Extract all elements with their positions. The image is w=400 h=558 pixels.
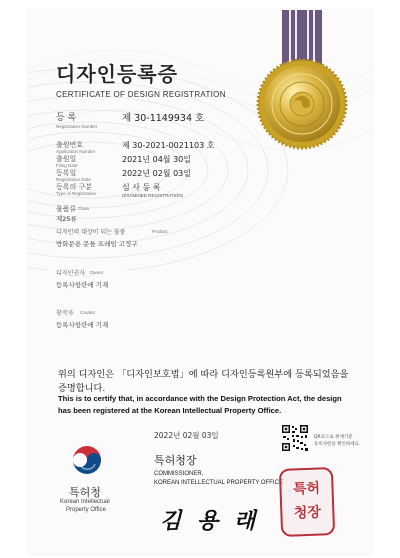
- reg-date-value: 2022년 02월 03일: [122, 169, 191, 178]
- class-sublabel: Class: [78, 206, 90, 211]
- application-label: 출원번호: [56, 141, 84, 149]
- application-sublabel: Application Number: [56, 149, 96, 154]
- commissioner-en-2: KOREAN INTELLECTUAL PROPERTY OFFICE: [154, 480, 283, 486]
- class-value: 제25류: [56, 215, 77, 223]
- seal-text-1: 특허: [292, 480, 321, 498]
- commissioner-en-1: COMMISSIONER,: [154, 471, 204, 477]
- kipo-name-ko: 특허청: [69, 486, 101, 499]
- certificate-paper: [28, 10, 372, 554]
- seal-text-2: 청장: [293, 504, 322, 522]
- kipo-name-en-2: Property Office: [66, 507, 106, 513]
- reg-type-label: 등록의 구분: [56, 183, 93, 191]
- taegeuk-logo-icon: [70, 442, 104, 482]
- filing-value: 2021년 04월 30일: [122, 155, 191, 164]
- registration-label: 등 록: [56, 113, 77, 123]
- reg-date-label: 등록일: [56, 169, 77, 177]
- qr-note-2: 등록사항을 확인하세요.: [314, 442, 361, 447]
- qr-code-icon: [281, 424, 309, 452]
- certificate-title-en: CERTIFICATE OF DESIGN REGISTRATION: [56, 90, 226, 99]
- filing-label: 출원일: [56, 155, 77, 163]
- class-label: 물품류: [56, 205, 77, 213]
- qr-note-1: QR코드로 현재기준: [314, 435, 353, 440]
- owner-value: 등록사항란에 기재: [56, 281, 109, 289]
- kipo-name-en-1: Korean Intellectual: [60, 499, 110, 505]
- registration-sublabel: Registration Number: [56, 124, 98, 129]
- product-sublabel: Product: [152, 229, 168, 234]
- issue-date: 2022년 02월 03일: [154, 431, 219, 440]
- registration-value: 제 30-1149934 호: [122, 113, 205, 124]
- application-value: 제 30-2021-0021103 호: [122, 141, 215, 150]
- product-label: 디자인의 대상이 되는 물품: [56, 229, 126, 236]
- signature: 김 용 래: [160, 509, 260, 534]
- creator-sublabel: Creator: [80, 310, 96, 315]
- declaration-en-line-2: has been registered at the Korean Intellectual Property Office.: [58, 406, 282, 415]
- creator-label: 창작자: [56, 310, 74, 317]
- filing-sublabel: Filing Date: [56, 163, 78, 168]
- reg-type-value-en: (EXAMINED REGISTRATION): [122, 193, 184, 198]
- official-seal: [279, 467, 335, 537]
- declaration-en-line-1: This is to certify that, in accordance with the Design Protection Act, the design: [58, 394, 342, 403]
- creator-value: 등록사항란에 기재: [56, 321, 109, 329]
- gold-seal: [256, 58, 348, 150]
- product-value: 방화문용 문틀 프레임 고정구: [56, 240, 138, 248]
- reg-date-sublabel: Registration Date: [56, 177, 91, 182]
- certificate-title: 디자인등록증: [56, 62, 178, 86]
- owner-label: 디자인권자: [56, 270, 85, 277]
- reg-type-value: 심 사 등 록: [122, 183, 161, 192]
- declaration-ko-line-2: 증명합니다.: [58, 383, 106, 394]
- commissioner-ko: 특허청장: [154, 454, 197, 467]
- declaration-ko-line-1: 위의 디자인은 「디자인보호법」에 따라 디자인등록원부에 등록되었음을: [58, 369, 349, 380]
- reg-type-sublabel: Type of Registration: [56, 191, 97, 196]
- owner-sublabel: Owner: [90, 270, 104, 275]
